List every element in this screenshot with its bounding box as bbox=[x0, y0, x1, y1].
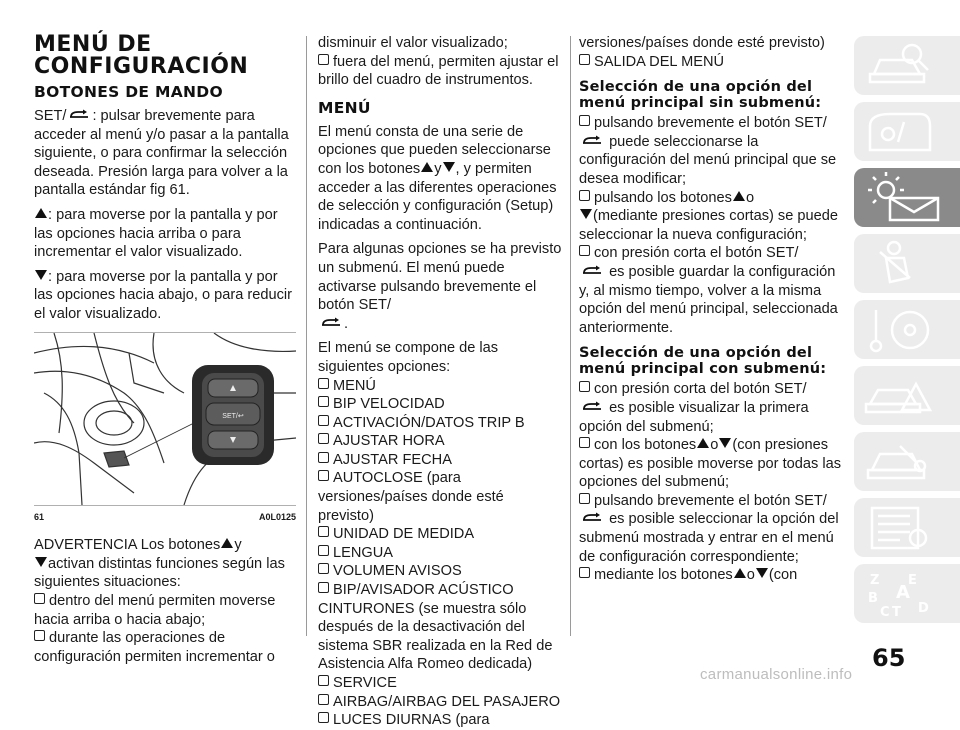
list-item: VOLUMEN AVISOS bbox=[318, 562, 562, 581]
section-heading-with-submenu: Selección de una opción del menú principal con submenú: bbox=[579, 345, 827, 378]
figure-number: 61 bbox=[34, 511, 45, 522]
bullet-box-icon bbox=[318, 694, 329, 705]
car-info-icon bbox=[860, 40, 954, 92]
arrow-down-icon bbox=[443, 162, 455, 172]
chapter-sidebar bbox=[854, 36, 960, 642]
emergency-icon bbox=[860, 370, 954, 422]
index-icon bbox=[860, 568, 954, 620]
warning-lights-icon bbox=[860, 172, 954, 224]
bullet-box-icon bbox=[579, 115, 590, 126]
column-divider bbox=[570, 36, 571, 636]
bullet-box-icon bbox=[579, 190, 590, 201]
bullet-box-icon bbox=[318, 526, 329, 537]
dashboard-icon bbox=[860, 106, 954, 158]
svg-text:C: C bbox=[880, 605, 890, 620]
list-item: pulsando brevemente el botón SET/ es posible seleccionar la opción del submenú mostrada y entrar en el menú de configuración correspondiente; bbox=[579, 492, 839, 565]
list-item: AUTOCLOSE (para versiones/países donde esté previsto) bbox=[318, 470, 504, 524]
list-item: AJUSTAR HORA bbox=[318, 432, 562, 451]
tab-technical-data[interactable] bbox=[854, 498, 960, 557]
svg-text:D: D bbox=[918, 601, 929, 616]
list-item: AIRBAG/AIRBAG DEL PASAJERO bbox=[318, 693, 562, 712]
bullet-box-icon bbox=[318, 582, 329, 593]
maintenance-icon bbox=[860, 436, 954, 488]
svg-text:A: A bbox=[896, 582, 910, 603]
list-item: pulsando los botones o (mediante presiones cortas) se puede seleccionar la nueva configuración; bbox=[579, 189, 838, 243]
arrow-up-icon bbox=[35, 208, 47, 218]
list-item: BIP/AVISADOR ACÚSTICO CINTURONES (se muestra sólo después de la desactivación del sistema SBR realizada en la Red de Asistencia Alfa Romeo dedicada) bbox=[318, 582, 553, 673]
set-return-icon bbox=[581, 401, 603, 413]
bullet-box-icon bbox=[318, 563, 329, 574]
set-return-icon bbox=[68, 109, 90, 121]
tab-starting-driving[interactable] bbox=[854, 300, 960, 359]
page-number: 65 bbox=[872, 644, 906, 672]
list-item: con presión corta del botón SET/ es posible visualizar la primera opción del submenú; bbox=[579, 381, 809, 435]
column-3 bbox=[579, 34, 841, 585]
svg-text:E: E bbox=[908, 573, 917, 588]
section-heading-menu: MENÚ bbox=[318, 98, 371, 117]
svg-text:SET/↩: SET/↩ bbox=[222, 412, 244, 420]
arrow-down-icon bbox=[35, 557, 47, 567]
arrow-up-icon bbox=[421, 162, 433, 172]
watermark: carmanualsonline.info bbox=[700, 666, 853, 683]
list-item: SALIDA DEL MENÚ bbox=[579, 53, 841, 72]
arrow-up-icon bbox=[697, 438, 709, 448]
bullet-box-icon bbox=[318, 712, 329, 723]
tab-car-info[interactable] bbox=[854, 36, 960, 95]
svg-text:B: B bbox=[868, 591, 878, 606]
technical-data-icon bbox=[860, 502, 954, 554]
section-heading-botones: BOTONES DE MANDO bbox=[34, 83, 223, 101]
bullet-box-icon bbox=[318, 452, 329, 463]
bullet-box-icon bbox=[318, 396, 329, 407]
set-return-icon bbox=[581, 135, 603, 147]
tab-maintenance[interactable] bbox=[854, 432, 960, 491]
bullet-box-icon bbox=[579, 437, 590, 448]
bullet-box-icon bbox=[579, 493, 590, 504]
bullet-box-icon bbox=[579, 567, 590, 578]
menu-options-list bbox=[318, 377, 562, 730]
page-title: MENÚ DE CONFIGURACIÓN bbox=[34, 32, 249, 79]
list-item: ACTIVACIÓN/DATOS TRIP B bbox=[318, 414, 562, 433]
starting-driving-icon bbox=[860, 304, 954, 356]
column-divider bbox=[306, 36, 307, 636]
list-item: dentro del menú permiten moverse hacia arriba o hacia abajo; bbox=[34, 592, 276, 628]
bullet-box-icon bbox=[318, 433, 329, 444]
tab-warning-lights[interactable] bbox=[854, 168, 960, 227]
list-item: UNIDAD DE MEDIDA bbox=[318, 525, 562, 544]
list-item: pulsando brevemente el botón SET/ puede seleccionarse la configuración del menú principal que se desea modificar; bbox=[579, 115, 837, 187]
section-heading-no-submenu: Selección de una opción del menú principal sin submenú: bbox=[579, 79, 822, 112]
list-item: con presión corta el botón SET/ es posible guardar la configuración y, al mismo tiempo, volver a la misma opción del menú principal, seleccionada anteriormente. bbox=[579, 245, 838, 336]
control-pad bbox=[192, 365, 274, 465]
bullet-box-icon bbox=[318, 378, 329, 389]
tab-index[interactable] bbox=[854, 564, 960, 623]
arrow-down-icon bbox=[719, 438, 731, 448]
arrow-down-icon bbox=[580, 209, 592, 219]
tab-dashboard[interactable] bbox=[854, 102, 960, 161]
list-item: LUCES DIURNAS (para bbox=[318, 711, 562, 730]
bullet-box-icon bbox=[318, 470, 329, 481]
paragraph-options: El menú se compone de las siguientes opciones: bbox=[318, 340, 499, 375]
column-1 bbox=[34, 34, 296, 666]
list-item: SERVICE bbox=[318, 674, 562, 693]
set-return-icon bbox=[581, 512, 603, 524]
set-return-icon bbox=[581, 265, 603, 277]
bullet-box-icon bbox=[34, 630, 45, 641]
figure-caption bbox=[34, 508, 296, 527]
figure-code: A0L0125 bbox=[258, 511, 296, 522]
arrow-up-icon bbox=[221, 538, 233, 548]
list-item: con los botones o (con presiones cortas) es posible moverse por todas las opciones del submenú; bbox=[579, 437, 841, 491]
bullet-box-icon bbox=[318, 415, 329, 426]
paragraph-submenu: Para algunas opciones se ha previsto un submenú. El menú puede activarse pulsando brevemente el botón SET/ . bbox=[318, 241, 562, 332]
paragraph-continued: disminuir el valor visualizado; bbox=[318, 35, 508, 51]
paragraph-menu-intro: El menú consta de una serie de opciones que pueden seleccionarse con los botones y , y permiten acceder a las diferentes operaciones de selección y configuración (Setup) indicadas a continuación. bbox=[318, 123, 557, 233]
paragraph-set: SET/ : pulsar brevemente para acceder al menú y/o pasar a la pantalla siguiente, o para confirmar la selección deseada. Presión larga para volver a la pantalla estándar fig 61. bbox=[34, 108, 289, 199]
tab-safety[interactable] bbox=[854, 234, 960, 293]
bullet-box-icon bbox=[318, 545, 329, 556]
set-return-icon bbox=[320, 317, 342, 329]
list-item: MENÚ bbox=[318, 377, 562, 396]
list-item: AJUSTAR FECHA bbox=[318, 451, 562, 470]
paragraph-down: : para moverse por la pantalla y por las opciones hacia abajo, o para reducir el valor visualizado. bbox=[34, 268, 292, 322]
bullet-box-icon bbox=[579, 381, 590, 392]
bullet-box-icon bbox=[318, 675, 329, 686]
list-item: LENGUA bbox=[318, 544, 562, 563]
arrow-up-icon bbox=[733, 191, 745, 201]
arrow-down-icon bbox=[35, 270, 47, 280]
paragraph-up: : para moverse por la pantalla y por las opciones hacia arriba o para incrementar el valor visualizado. bbox=[34, 206, 278, 261]
paragraph-warning: ADVERTENCIA Los botones y activan distintas funciones según las siguientes situaciones: bbox=[34, 537, 285, 591]
bullet-box-icon bbox=[34, 593, 45, 604]
steering-column-illustration bbox=[34, 333, 296, 505]
list-item: durante las operaciones de configuración permiten incrementar o bbox=[34, 630, 275, 665]
arrow-up-icon bbox=[734, 568, 746, 578]
svg-text:T: T bbox=[892, 605, 901, 620]
bullet-box-icon bbox=[579, 54, 590, 65]
list-item: mediante los botones o (con bbox=[579, 566, 841, 585]
bullet-box-icon bbox=[318, 54, 329, 65]
arrow-down-icon bbox=[756, 568, 768, 578]
column-2 bbox=[318, 34, 562, 730]
safety-icon bbox=[860, 238, 954, 290]
svg-text:Z: Z bbox=[870, 573, 880, 588]
paragraph-continued: versiones/países donde esté previsto) bbox=[579, 35, 825, 51]
list-item: fuera del menú, permiten ajustar el brillo del cuadro de instrumentos. bbox=[318, 53, 559, 89]
list-item: BIP VELOCIDAD bbox=[318, 395, 562, 414]
tab-emergency[interactable] bbox=[854, 366, 960, 425]
figure-61 bbox=[34, 332, 296, 506]
bullet-box-icon bbox=[579, 245, 590, 256]
